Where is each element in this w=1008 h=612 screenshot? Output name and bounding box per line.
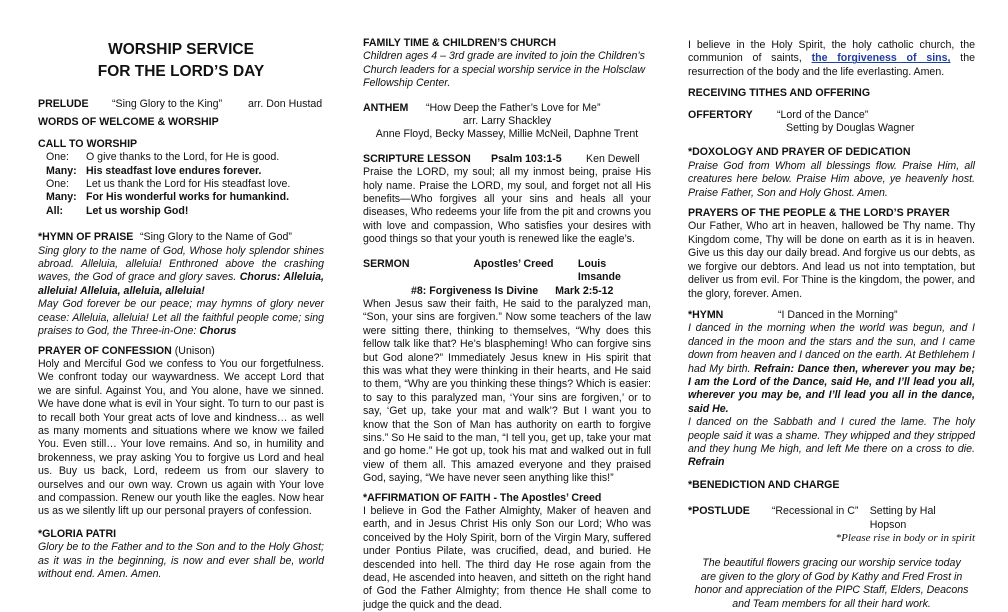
anthem-credit: arr. Larry Shackley bbox=[462, 115, 552, 128]
anthem-label: ANTHEM bbox=[363, 101, 409, 114]
anthem-singers: Anne Floyd, Becky Massey, Millie McNeil, Daphne Trent bbox=[375, 128, 639, 141]
scripture-reader: Ken Dewell bbox=[586, 152, 640, 165]
sermon-preacher: Louis Imsande bbox=[577, 257, 621, 284]
welcome-heading: WORDS OF WELCOME & WORSHIP bbox=[38, 116, 219, 129]
benediction-heading: *BENEDICTION AND CHARGE bbox=[688, 478, 840, 491]
sermon-subtitle-row bbox=[363, 285, 651, 298]
doxology-text: Praise God from Whom all blessings flow. Praise Him, all creatures here below. Praise Him above, ye heavenly host. Praise Father, Son and Holy Ghost. Amen. bbox=[688, 159, 975, 199]
postlude-row bbox=[688, 505, 975, 532]
creed-continued: I believe in the Holy Spirit, the holy catholic church, the communion of saints, the forgiveness of sins, the resurrection of the body and the life everlasting. Amen. bbox=[688, 39, 975, 78]
family-time-text: Children ages 4 – 3rd grade are invited to join the Children’s Church leaders for a special worship service in the Holsclaw Fellowship Center. bbox=[363, 50, 646, 90]
hymn-of-praise-label: *HYMN OF PRAISE bbox=[38, 231, 134, 244]
sermon-series: Apostles’ Creed bbox=[473, 257, 554, 270]
offertory-credit: Setting by Douglas Wagner bbox=[786, 122, 915, 135]
hymn-of-praise-verse-2: May God forever be our peace; may hymns of glory never cease: Alleluia, alleluia! Let all the faithful people come; sing praises to God, the Three-in-One: Chorus bbox=[38, 298, 324, 338]
postlude-title: “Recessional in C” bbox=[771, 505, 859, 518]
scripture-row bbox=[363, 153, 651, 166]
anthem-row bbox=[363, 102, 651, 115]
hymn-of-praise-title: “Sing Glory to the Name of God” bbox=[140, 231, 292, 244]
call-line: One: Let us thank the Lord for His steadfast love. bbox=[46, 178, 291, 191]
anthem-title: “How Deep the Father’s Love for Me” bbox=[426, 101, 601, 114]
hymn-verse-2: I danced on the Sabbath and I cured the lame. The holy people said it was a shame. They whipped and they stripped and they hung Me high, and left Me there on a cross to die. Refrain bbox=[688, 416, 975, 469]
scripture-text: Praise the LORD, my soul; all my inmost being, praise His holy name. Praise the LORD, my soul, and forget not all His benefits—Who forgives all your sins and heals all your diseases, Who redeems your life from the pit and crowns you with love and compassion, Who satisfies your desires with good things so that your youth is renewed like the eagle’s. bbox=[363, 166, 651, 246]
offertory-title: “Lord of the Dance” bbox=[777, 108, 869, 121]
doxology-heading: *DOXOLOGY AND PRAYER OF DEDICATION bbox=[688, 146, 911, 159]
sermon-ref: Mark 2:5-12 bbox=[555, 284, 614, 297]
gloria-text: Glory be to the Father and to the Son and to the Holy Ghost; as it was in the beginning, is now and ever shall be, world without end. Amen. Amen. bbox=[38, 541, 324, 580]
prelude-title: “Sing Glory to the King” bbox=[112, 98, 223, 110]
confession-heading: PRAYER OF CONFESSION (Unison) bbox=[38, 344, 215, 357]
hymn-refrain: Refrain: Dance then, wherever you may be; I am the Lord of the Dance, said He, and I’ll lead you all, wherever you may be, and I’ll lead you all in the dance, said He. bbox=[688, 362, 975, 415]
title-line-2: FOR THE LORD’S DAY bbox=[97, 63, 265, 80]
sermon-row bbox=[363, 258, 651, 285]
column-right bbox=[688, 0, 975, 611]
lords-prayer-text: Our Father, Who art in heaven, hallowed be Thy name. Thy Kingdom come, Thy will be done on earth as it is in heaven. Give us this day our daily bread. And forgive us our debts, as we forgive our debtors. And lead us not into temptation, but deliver us from evil. For Thine is the kingdom, the power, and the glory, forever. Amen. bbox=[688, 220, 975, 300]
gloria-heading: *GLORIA PATRI bbox=[38, 527, 117, 540]
sermon-label: SERMON bbox=[363, 257, 410, 270]
hymn-verse-1: I danced in the morning when the world was begun, and I danced in the moon and the stars and the sun, and I came down from heaven and I danced on the earth. At Bethlehem I had My birth. Refrain: Dance then, wherever you may be; I am the Lord of the Dance, said He, and I’ll lead you all, wherever you may be, and I’ll lead you all in the dance, said He. bbox=[688, 322, 975, 415]
forgiveness-link[interactable]: the forgiveness of sins, bbox=[811, 52, 951, 65]
offertory-label: OFFERTORY bbox=[688, 108, 753, 121]
call-line: All: Let us worship God! bbox=[46, 204, 189, 217]
call-line: One: O give thanks to the Lord, for He is good. bbox=[46, 151, 280, 164]
hymn-of-praise-chorus: Chorus: Alleluia, alleluia! Alleluia, alleluia, alleluia! bbox=[38, 271, 324, 297]
flowers-note: The beautiful flowers gracing our worship service today are given to the glory of God by Kathy and Fred Frost in honor and appreciation of the PIPC Staff, Elders, Deacons and Team members for all their hard work. bbox=[694, 557, 969, 610]
hymn-title: “I Danced in the Morning” bbox=[778, 308, 898, 321]
lords-prayer-heading: PRAYERS OF THE PEOPLE & THE LORD’S PRAYER bbox=[688, 207, 950, 220]
hymn-refrain-ref: Refrain bbox=[688, 456, 725, 469]
offertory-row bbox=[688, 109, 975, 122]
postlude-credit: Setting by Hal Hopson bbox=[869, 505, 936, 531]
affirmation-text: I believe in God the Father Almighty, Maker of heaven and earth, and in Jesus Christ His only Son our Lord; Who was conceived by the Holy Spirit, born of the Virgin Mary, suffered under Pontius Pilate, was crucified, dead, and buried. He descended into hell. The third day He rose again from the dead, He ascended into heaven, and sitteth on the right hand of God the Father Almighty; from thence He shall come to judge the quick and the dead. bbox=[363, 505, 651, 611]
affirmation-heading: *AFFIRMATION OF FAITH - The Apostles’ Creed bbox=[363, 491, 602, 504]
prelude-label: PRELUDE bbox=[38, 98, 89, 110]
family-time-heading: FAMILY TIME & CHILDREN’S CHURCH bbox=[363, 37, 557, 49]
call-line: Many: For His wonderful works for humankind. bbox=[46, 191, 290, 204]
call-to-worship-heading: CALL TO WORSHIP bbox=[38, 137, 138, 150]
hymn-of-praise-chorus-ref: Chorus bbox=[199, 325, 237, 338]
hymn-of-praise-row bbox=[38, 231, 324, 244]
sermon-subtitle: #8: Forgiveness Is Divine bbox=[411, 284, 539, 297]
scripture-label: SCRIPTURE LESSON bbox=[363, 152, 471, 165]
call-line: Many: His steadfast love endures forever. bbox=[46, 164, 262, 177]
postlude-label: *POSTLUDE bbox=[688, 505, 750, 518]
column-left bbox=[38, 0, 324, 581]
prelude-row bbox=[38, 98, 324, 111]
tithes-heading: RECEIVING TITHES AND OFFERING bbox=[688, 87, 871, 100]
call-to-worship-lines bbox=[38, 151, 324, 218]
please-rise-note: *Please rise in body or in spirit bbox=[835, 532, 975, 544]
hymn-row bbox=[688, 309, 975, 322]
scripture-ref: Psalm 103:1-5 bbox=[491, 152, 562, 165]
prelude-credit: arr. Don Hustad bbox=[248, 98, 323, 110]
confession-text: Holy and Merciful God we confess to You our forgetfulness. We confront today our waywardness. We accept Lord that we are sinful. Against You, and You alone, have we sinned. We have done what is evil in Your sight. To turn to our past is to recall both Your great acts of love and kindness… as well as many moments and situations where we know we failed You. Even still… Your love remains. And so, in humility and brokenness, we pray asking You to forgive us Lord and heal us. Buy us back, Lord, redeem us from our slavery to ourselves and our own way. Crown us again with Your love and compassion. Renew our youth like the eagles. Now hear us as we silently lift up our personal prayers of confession. bbox=[38, 357, 324, 518]
hymn-of-praise-verse-1: Sing glory to the name of God, Whose holy splendor shines abroad. Alleluia, alleluia! Enthroned above the crashing waves, the God of grace and glory saves. Chorus: Alleluia, alleluia! Alleluia, alleluia, alleluia! bbox=[38, 244, 324, 297]
service-title bbox=[38, 39, 324, 83]
sermon-text: When Jesus saw their faith, He said to the paralyzed man, “Son, your sins are forgiven.” Now some teachers of the law were sitting there, thinking to themselves, “Why does this fellow talk like that? He’s blaspheming! Who can forgive sins but God alone?” Immediately Jesus knew in His spirit that this was what they were thinking in their hearts, and He said to them, “Why are you thinking these things? Which is easier: to say to this paralyzed man, ‘Your sins are forgiven,’ or to say, ‘Get up, take your mat and walk’? But I want you to know that the Son of Man has authority on earth to forgive sins.” So He said to the man, “I tell you, get up, take your mat and go home.” He got up, took his mat and walked out in full view of them all. This amazed everyone and they praised God, saying, “We have never seen anything like this!” bbox=[363, 297, 651, 485]
title-line-1: WORSHIP SERVICE bbox=[108, 41, 254, 58]
column-middle bbox=[363, 0, 651, 612]
hymn-label: *HYMN bbox=[688, 308, 724, 321]
